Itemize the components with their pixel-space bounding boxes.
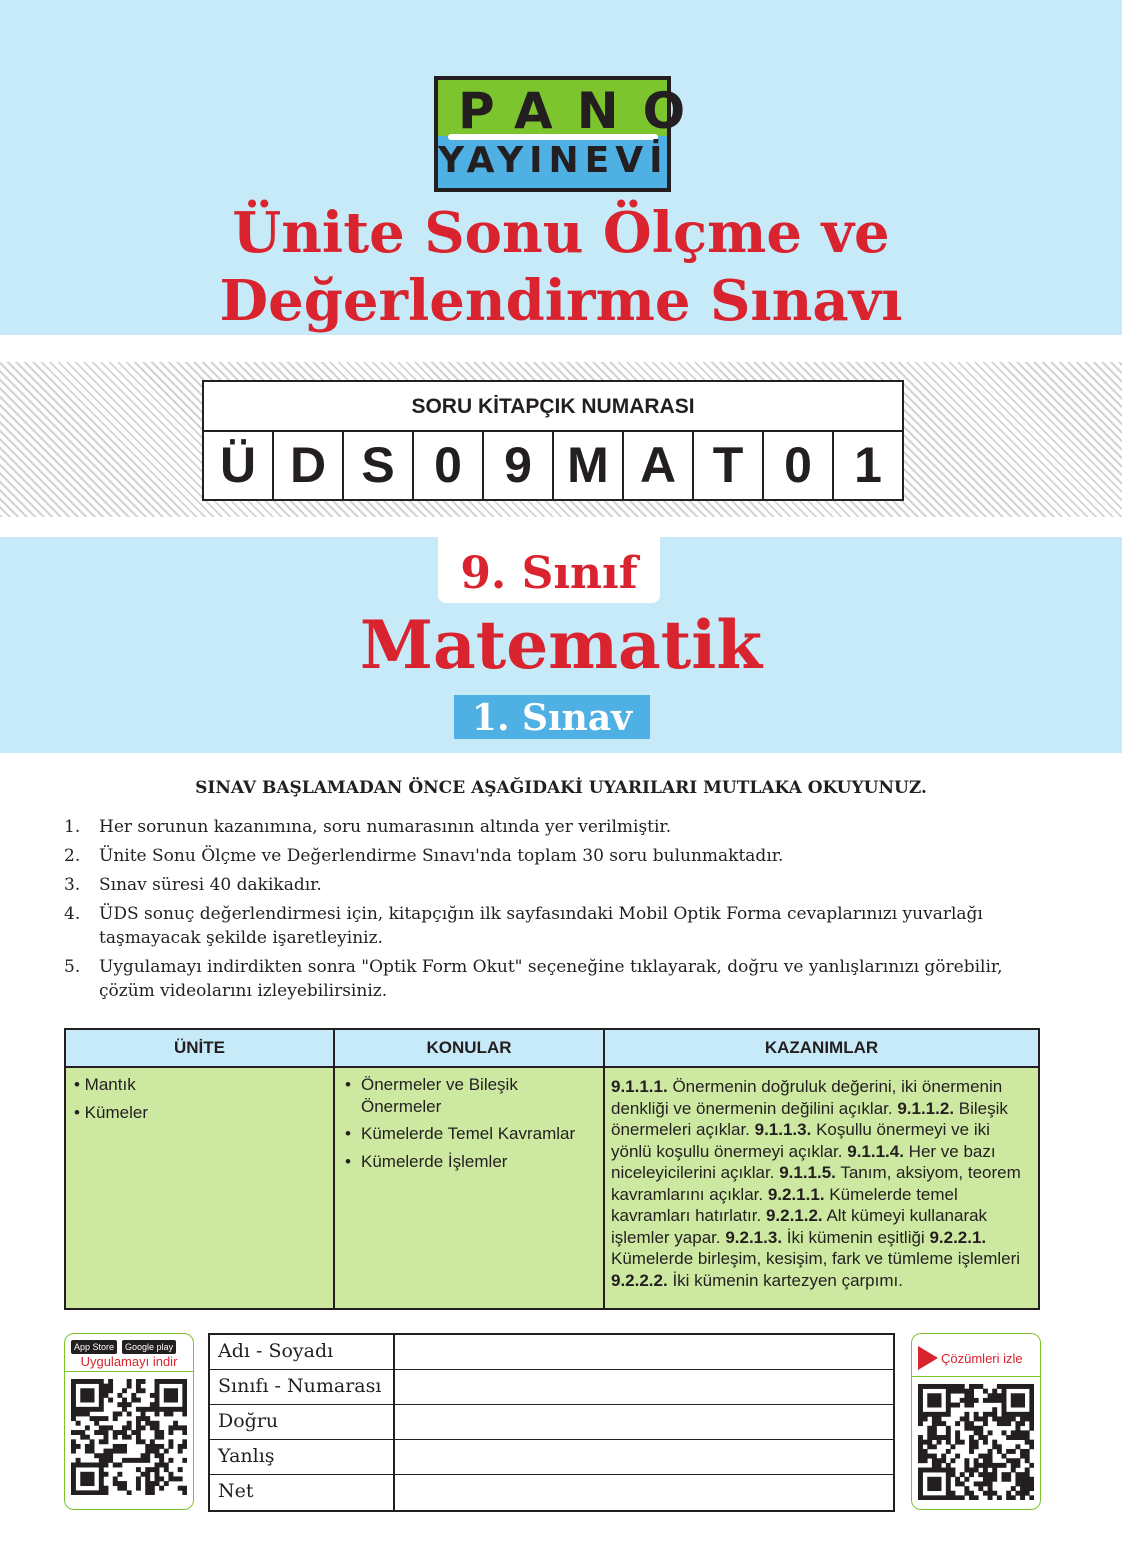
outcome-code: 9.1.1.4. [847,1141,904,1161]
warning-text: Sınav süresi 40 dakikadır. [99,875,322,895]
header-outcomes: KAZANIMLAR [604,1029,1039,1067]
form-row [210,1405,893,1440]
topic-text: Önermeler ve Bileşik Önermeler [361,1075,518,1116]
qr-code-icon[interactable] [71,1379,187,1495]
booklet-char: T [694,432,764,499]
outcomes-cell [604,1067,1039,1309]
units-cell [65,1067,334,1309]
topic-text: Kümelerde İşlemler [361,1151,508,1171]
outcome-text: Bileşik önermeleri açıklar. [611,1098,1008,1139]
outcome-code: 9.1.1.2. [897,1098,955,1118]
warning-number: 1. [64,817,81,837]
app-store-badge[interactable]: App Store [71,1340,117,1354]
outcome-text: Tanım, aksiyom, teorem kavramlarını açıklar. [611,1163,1021,1204]
exam-number: 1. Sınav [454,695,650,739]
warning-item [64,902,1039,950]
warning-item [64,844,1039,868]
topic-item [343,1151,595,1173]
warning-item [64,955,1039,1003]
curriculum-table [64,1028,1040,1310]
form-row [210,1370,893,1405]
warning-item [64,873,1039,897]
grade-label: 9. Sınıf [438,537,660,603]
qr-code-icon[interactable] [918,1384,1034,1500]
outcome-code: 9.1.1.3. [754,1120,812,1139]
booklet-char: Ü [204,432,274,499]
booklet-char: M [554,432,624,499]
unit-item: • Kümeler [74,1102,148,1122]
warning-item [64,815,1039,839]
topic-text: Kümelerde Temel Kavramlar [361,1124,576,1143]
subject-title: Matematik [359,606,763,684]
form-label: Adı - Soyadı [210,1335,395,1369]
booklet-label: SORU KİTAPÇIK NUMARASI [204,382,902,432]
booklet-char: S [344,432,414,499]
download-label: Uygulamayı indir [65,1354,193,1372]
form-input[interactable] [395,1405,893,1439]
google-play-badge[interactable]: Google play [122,1340,176,1354]
form-label: Yanlış [210,1440,395,1474]
form-row [210,1335,893,1370]
unit-item: • Mantık [74,1075,136,1094]
warning-number: 4. [64,904,81,924]
warnings-heading: SINAV BAŞLAMADAN ÖNCE AŞAĞIDAKİ UYARILARI MUTLAKA OKUYUNUZ. [195,778,927,798]
booklet-char: 0 [764,432,834,499]
topics-cell [334,1067,604,1309]
app-download-box[interactable] [64,1333,194,1510]
outcome-code: 9.2.1.1. [767,1184,825,1204]
title-line-1: Ünite Sonu Ölçme ve [232,200,890,266]
outcome-text: İki kümenin kartezyen çarpımı. [667,1270,903,1290]
warning-text: Ünite Sonu Ölçme ve Değerlendirme Sınavı'nda toplam 30 soru bulunmaktadır. [99,846,784,866]
form-input[interactable] [395,1335,893,1369]
bullet: • [345,1075,351,1094]
warning-text: Her sorunun kazanımına, soru numarasının altında yer verilmiştir. [99,817,672,837]
booklet-char: 9 [484,432,554,499]
form-label: Net [210,1475,395,1510]
outcome-text: Önermenin doğruluk değerini, iki önermenin denkliği ve önermenin değilini açıklar. [611,1077,1003,1118]
form-label: Doğru [210,1405,395,1439]
warning-number: 2. [64,846,81,866]
topic-item [343,1123,595,1145]
warning-text: Uygulamayı indirdikten sonra "Optik Form Okut" seçeneğine tıklayarak, doğru ve yanlışlarınızı görebilir, çözüm videolarını izleyebilirsiniz. [99,957,1003,1001]
publisher-logo: PANO YAYINEVİ [434,76,671,192]
bullet: • [345,1151,351,1171]
form-input[interactable] [395,1475,893,1510]
form-label: Sınıfı - Numarası [210,1370,395,1404]
warnings-list [64,815,1039,1008]
outcome-text: İki kümenin eşitliği [782,1227,930,1247]
student-info-form [208,1333,895,1512]
outcome-code: 9.1.1.1. [611,1077,668,1096]
topic-item [343,1074,595,1117]
bullet: • [345,1124,351,1143]
warning-number: 5. [64,957,81,977]
outcome-text: Her ve bazı niceleyicilerini açıklar. [611,1141,996,1182]
solutions-box[interactable] [911,1333,1041,1510]
outcome-text: Koşullu önermeyi ve iki yönlü koşullu önermeyi açıklar. [611,1120,990,1161]
solutions-label: Çözümleri izle [941,1350,1023,1366]
outcome-code: 9.2.1.2. [765,1206,823,1225]
header-topics: KONULAR [334,1029,604,1067]
outcome-code: 9.2.2.1. [929,1227,987,1247]
form-row [210,1440,893,1475]
booklet-char: A [624,432,694,499]
form-input[interactable] [395,1440,893,1474]
header-unit: ÜNİTE [65,1029,334,1067]
booklet-char: 0 [414,432,484,499]
booklet-char: 1 [854,437,882,493]
outcome-text: Kümelerde birleşim, kesişim, fark ve tümleme işlemleri [611,1249,1021,1268]
form-input[interactable] [395,1370,893,1404]
title-line-2: Değerlendirme Sınavı [219,268,903,334]
outcome-code: 9.2.1.3. [725,1227,783,1247]
outcome-code: 9.1.1.5. [779,1163,836,1182]
outcome-code: 9.2.2.2. [611,1270,668,1290]
warning-text: ÜDS sonuç değerlendirmesi için, kitapçığın ilk sayfasındaki Mobil Optik Forma cevaplarınızı yuvarlağı taşmayacak şekilde işaretleyiniz. [99,904,983,948]
booklet-char: D [274,432,344,499]
play-icon [918,1346,938,1370]
warning-number: 3. [64,875,81,895]
outcome-text: Alt kümeyi kullanarak işlemler yapar. [611,1206,988,1247]
booklet-number-box [202,380,904,501]
form-row [210,1475,893,1510]
outcome-text: Kümelerde temel kavramları hatırlatır. [611,1184,958,1225]
